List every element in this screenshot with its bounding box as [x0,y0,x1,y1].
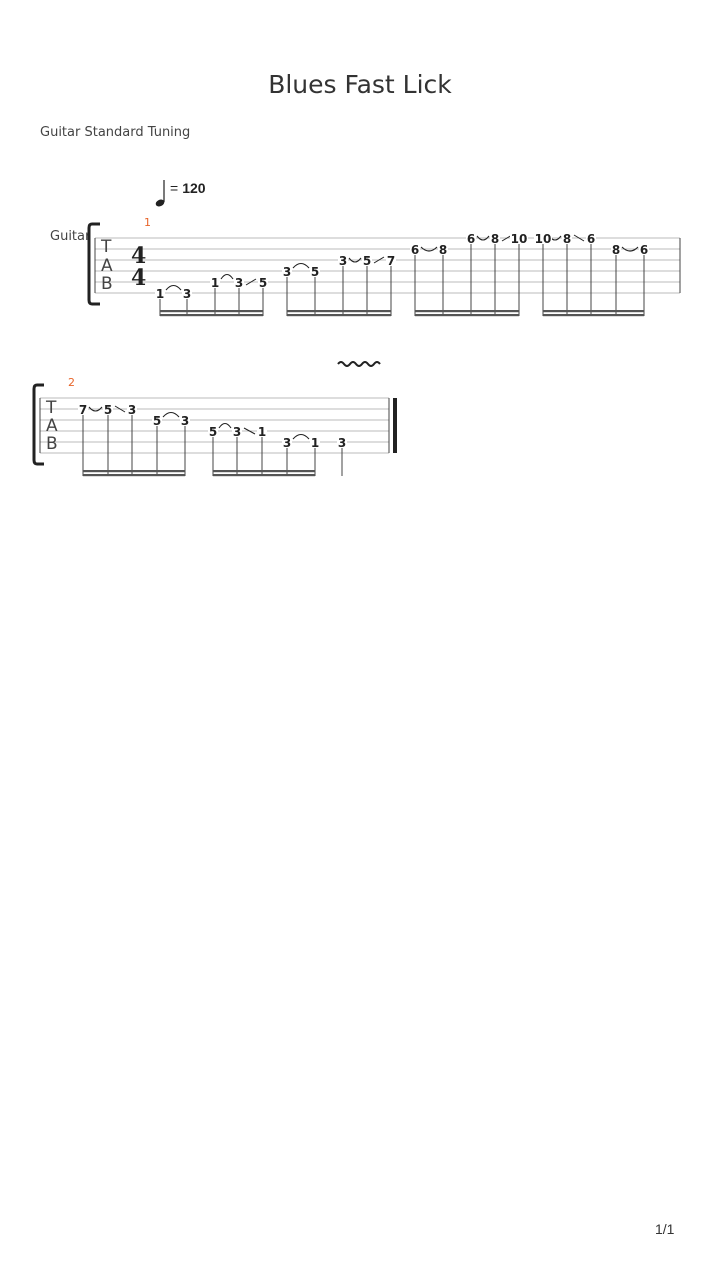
beam [213,470,315,472]
fret-number: 3 [338,254,348,268]
tempo-value: 120 [182,180,206,196]
beam [83,470,185,472]
fret-number: 7 [386,254,396,268]
fret-number: 5 [208,425,218,439]
time-signature-top: 4 [131,243,147,269]
fret-number: 6 [466,232,476,246]
beam [213,474,315,476]
beam [543,310,644,312]
fret-number: 5 [103,403,113,417]
beam [160,314,263,316]
fret-number: 7 [78,403,88,417]
fret-number: 1 [155,287,165,301]
tab-clef-t: T [46,398,57,418]
slur [219,424,231,429]
tempo-equals: = [170,180,179,196]
quarter-note-icon [155,180,166,208]
fret-number: 6 [410,243,420,257]
time-signature-bottom: 4 [131,265,147,291]
score-title: Blues Fast Lick [268,70,452,99]
fret-number: 8 [490,232,500,246]
fret-number: 5 [258,276,268,290]
slur [166,286,181,291]
beam [415,314,519,316]
fret-number: 1 [257,425,267,439]
tab-clef-b: B [101,274,113,294]
fret-number: 6 [586,232,596,246]
beam [415,310,519,312]
fret-number: 5 [152,414,162,428]
fret-number: 10 [534,232,552,246]
fret-number: 8 [562,232,572,246]
notes-layer [78,231,649,476]
track-name: Guitar [50,229,91,244]
fret-number: 5 [362,254,372,268]
beam [287,314,391,316]
measure-number: 1 [144,216,151,229]
fret-number: 3 [232,425,242,439]
fret-number: 3 [337,436,347,450]
tab-clef-a: A [46,416,58,436]
beam [287,310,391,312]
measure-number: 2 [68,376,75,389]
tab-clef-a: A [101,256,113,276]
slur [293,435,309,440]
slur [293,264,309,269]
vibrato-mark [338,362,380,366]
fret-number: 1 [210,276,220,290]
page-number: 1/1 [655,1221,675,1237]
fret-number: 5 [310,265,320,279]
fret-number: 3 [127,403,137,417]
tab-clef-b: B [46,434,58,454]
beam [543,314,644,316]
slur [221,275,233,280]
fret-number: 1 [310,436,320,450]
fret-number: 10 [510,232,528,246]
tuning-label: Guitar Standard Tuning [40,125,191,140]
tab-clef-t: T [101,237,112,257]
beam [160,310,263,312]
system-bracket [34,385,44,464]
slur [163,413,179,418]
fret-number: 8 [438,243,448,257]
fret-number: 6 [639,243,649,257]
fret-number: 8 [611,243,621,257]
fret-number: 3 [234,276,244,290]
fret-number: 3 [180,414,190,428]
beam [83,474,185,476]
fret-number: 3 [282,436,292,450]
fret-number: 3 [182,287,192,301]
fret-number: 3 [282,265,292,279]
